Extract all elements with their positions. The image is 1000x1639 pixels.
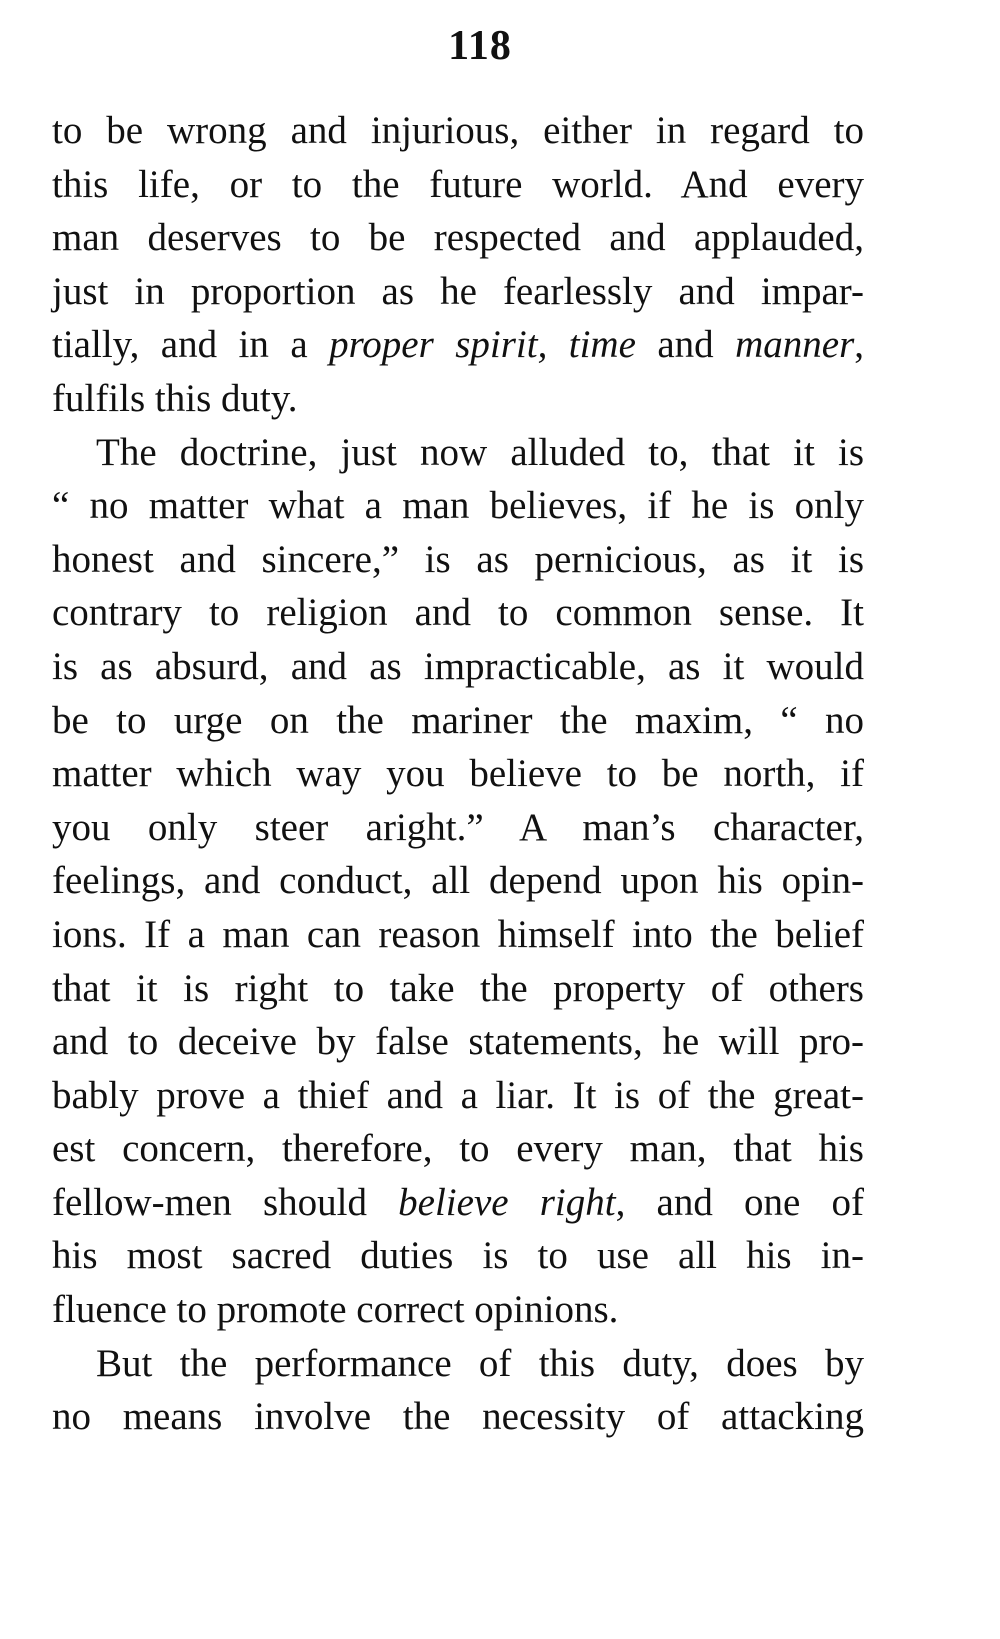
text-line: is as absurd, and as impracticable, as it would [52, 644, 864, 688]
text-line: ions. If a man can reason himself into the belief [52, 912, 864, 956]
text-line: But the performance of this duty, does by [96, 1341, 864, 1385]
italic-phrase: manner [735, 323, 855, 367]
text-line: fluence to promote correct opinions. [52, 1288, 619, 1332]
text-line: feelings, and conduct, all depend upon his opin- [52, 859, 864, 903]
text-line: his most sacred duties is to use all his in- [52, 1234, 864, 1278]
text-line: contrary to religion and to common sense. It [52, 591, 864, 635]
text-line: bably prove a thief and a liar. It is of the great- [52, 1073, 864, 1117]
text-line: honest and sincere,” is as pernicious, as it is [52, 537, 864, 581]
text-line: matter which way you believe to be north, if [52, 752, 864, 796]
text-line: fellow-men should believe right, and one of [52, 1180, 865, 1224]
text-line: and to deceive by false statements, he will pro- [52, 1020, 864, 1064]
text-line: just in proportion as he fearlessly and impar- [52, 269, 864, 313]
italic-phrase: believe right [398, 1180, 616, 1224]
body-text [52, 104, 864, 1444]
text-line: est concern, therefore, to every man, that his [52, 1127, 864, 1171]
text-line: The doctrine, just now alluded to, that it is [96, 430, 864, 474]
text-line: be to urge on the mariner the maxim, “ no [52, 698, 864, 742]
text-line: “ no matter what a man believes, if he is only [52, 484, 864, 528]
text-line: this life, or to the future world. And every [52, 162, 864, 206]
page-number: 118 [448, 23, 512, 69]
italic-phrase: proper spirit, time [329, 323, 636, 367]
text-line: no means involve the necessity of attacking [52, 1395, 864, 1439]
text-line: that it is right to take the property of others [52, 966, 864, 1010]
text-line: you only steer aright.” A man’s character, [52, 805, 864, 849]
text-line: tially, and in a proper spirit, time and manner, [52, 323, 864, 367]
text-line: to be wrong and injurious, either in regard to [52, 109, 864, 152]
text-line: man deserves to be respected and applauded, [52, 216, 864, 260]
text-line: fulfils this duty. [52, 376, 298, 420]
